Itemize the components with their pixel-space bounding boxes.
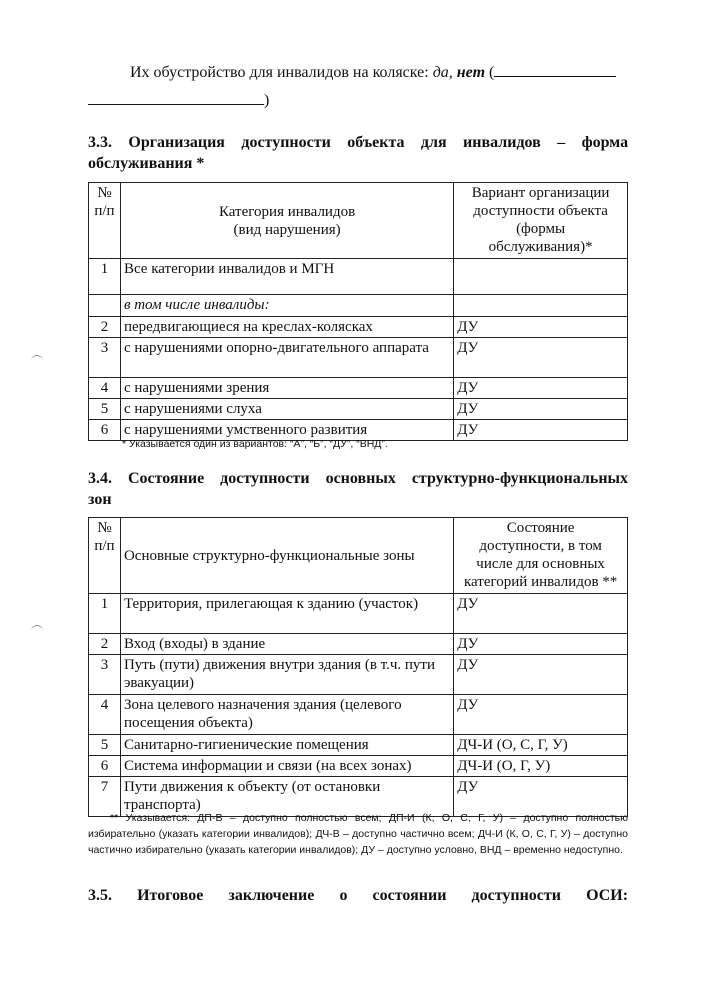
header-category: Категория инвалидов (вид нарушения): [120, 183, 453, 259]
section-3-4-footnote: ** Указывается: ДП-В – доступно полностью всем; ДП-И (К, О, С, Г, У) – доступно полностью избирательно (указать категории инвалидов); ДЧ-В – доступно частично всем; ДЧ-И (К, О, С, Г, У) – доступно частично избирательно (указать категории инвалидов); ДУ – доступно условно, ВНД – временно недоступно.: [88, 812, 628, 856]
header-num: № п/п: [89, 183, 121, 259]
section-3-3-heading: [88, 132, 628, 174]
table-header-row: [89, 518, 628, 594]
table-row: 2 передвигающиеся на креслах-колясках ДУ: [89, 317, 628, 338]
table-row: 1 Все категории инвалидов и МГН: [89, 259, 628, 295]
section-3-4-heading: [88, 468, 628, 510]
table-row: 3 Путь (пути) движения внутри здания (в т.ч. пути эвакуации) ДУ: [89, 655, 628, 695]
blank-line: [494, 62, 616, 77]
table-row: 6 с нарушениями умственного развития ДУ: [89, 420, 628, 441]
heading-line-1: 3.4. Состояние доступности основных структурно-функциональных: [88, 470, 629, 487]
header-num: № п/п: [89, 518, 121, 594]
option-yes: да,: [432, 64, 453, 81]
blank-line: [88, 90, 264, 105]
table-row: 1 Территория, прилегающая к зданию (участок) ДУ: [89, 594, 628, 634]
table-header-row: [89, 183, 628, 259]
arrangement-text: Их обустройство для инвалидов на коляске:: [130, 64, 433, 81]
section-3-3-footnote: * Указывается один из вариантов: “А”, “Б”, “ДУ”, “ВНД”.: [122, 438, 388, 450]
table-row: в том числе инвалиды:: [89, 295, 628, 317]
table-row: 7 Пути движения к объекту (от остановки транспорта) ДУ: [89, 777, 628, 817]
heading-line-2: обслуживания *: [88, 155, 205, 172]
close-paren: ): [264, 92, 270, 109]
table-row: 4 с нарушениями зрения ДУ: [89, 378, 628, 399]
wheelchair-arrangement-line-2: [88, 90, 269, 110]
margin-scan-mark: [31, 355, 43, 362]
accessibility-form-table: [88, 182, 628, 441]
section-3-5-heading: [88, 885, 628, 906]
table-row: 6 Система информации и связи (на всех зонах) ДЧ-И (О, Г, У): [89, 756, 628, 777]
table-row: 2 Вход (входы) в здание ДУ: [89, 634, 628, 655]
open-paren: (: [485, 64, 495, 81]
table-row: 5 с нарушениями слуха ДУ: [89, 399, 628, 420]
heading-line-2: зон: [88, 491, 112, 508]
table-row: 5 Санитарно-гигиенические помещения ДЧ-И (О, С, Г, У): [89, 735, 628, 756]
zones-accessibility-table: [88, 517, 628, 817]
heading-line-1: 3.3. Организация доступности объекта для инвалидов – форма: [88, 134, 629, 151]
header-state: Состояние доступности, в том числе для основных категорий инвалидов **: [454, 518, 628, 594]
header-zones: Основные структурно-функциональные зоны: [120, 518, 453, 594]
option-no: нет: [456, 64, 486, 81]
heading-line-1: 3.5. Итоговое заключение о состоянии доступности ОСИ:: [88, 887, 629, 904]
table-row: 4 Зона целевого назначения здания (целевого посещения объекта) ДУ: [89, 695, 628, 735]
header-variant: Вариант организации доступности объекта (формы обслуживания)*: [454, 183, 628, 259]
table-row: 3 с нарушениями опорно-двигательного аппарата ДУ: [89, 338, 628, 378]
margin-scan-mark: [31, 625, 43, 632]
wheelchair-arrangement-line: [130, 62, 616, 82]
